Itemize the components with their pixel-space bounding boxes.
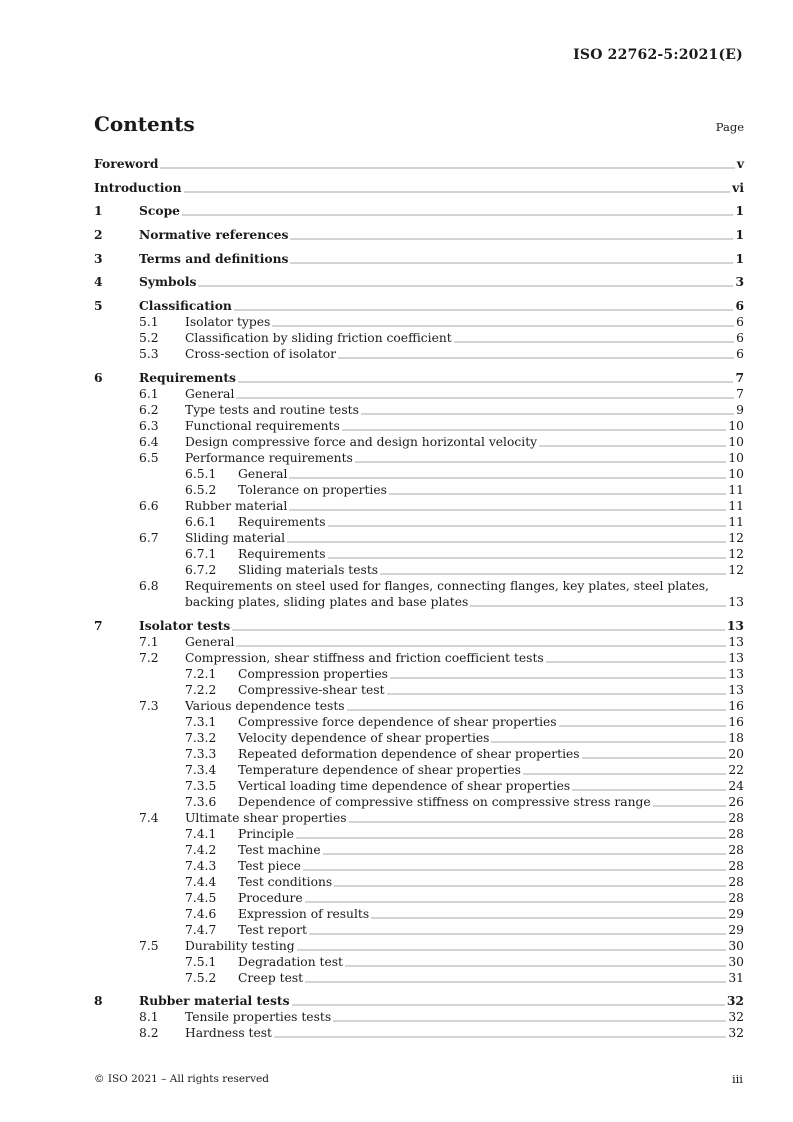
dot-leader bbox=[289, 468, 726, 479]
dot-leader bbox=[274, 1027, 726, 1038]
dot-leader bbox=[333, 1011, 726, 1022]
dot-leader bbox=[361, 404, 734, 415]
toc-entry-title: Type tests and routine tests bbox=[185, 402, 359, 417]
toc-entry-page: 10 bbox=[728, 466, 744, 481]
toc-entry-number: 7.3 bbox=[139, 698, 159, 713]
toc-entry-title: Test machine bbox=[238, 842, 321, 857]
dot-leader bbox=[491, 732, 726, 743]
toc-entry-page: 13 bbox=[728, 682, 744, 697]
dot-leader bbox=[297, 940, 727, 951]
dot-leader bbox=[546, 652, 727, 663]
toc-entry-page: 3 bbox=[735, 274, 744, 290]
toc-entry-title: Expression of results bbox=[238, 906, 370, 921]
toc-entry-title: Principle bbox=[238, 826, 294, 841]
toc-entry[interactable] bbox=[94, 1009, 744, 1025]
toc-entry-title: Creep test bbox=[238, 970, 304, 985]
toc-entry-page: 9 bbox=[736, 402, 744, 417]
toc-entry-page: 30 bbox=[728, 938, 744, 953]
toc-entry-number: 7.1 bbox=[139, 634, 159, 649]
toc-entry-page: vi bbox=[732, 179, 744, 195]
toc-entry-title: Sliding materials tests bbox=[238, 562, 379, 577]
toc-entry-page: 28 bbox=[728, 890, 744, 905]
toc-entry[interactable] bbox=[94, 874, 744, 890]
toc-entry[interactable] bbox=[94, 498, 744, 514]
dot-leader bbox=[355, 452, 727, 463]
dot-leader bbox=[234, 300, 734, 311]
toc-entry-number: 5.3 bbox=[139, 347, 159, 362]
dot-leader bbox=[380, 564, 726, 575]
toc-entry-page: 28 bbox=[728, 858, 744, 873]
toc-entry-title: General bbox=[185, 634, 235, 649]
toc-entry-number: 6.7.2 bbox=[185, 562, 217, 577]
toc-entry-title: Isolator types bbox=[185, 315, 271, 330]
toc-entry-number: 7.2.1 bbox=[185, 666, 217, 681]
dot-leader bbox=[345, 956, 726, 967]
toc-entry[interactable] bbox=[94, 778, 744, 794]
toc-entry[interactable] bbox=[94, 450, 744, 466]
toc-entry[interactable] bbox=[94, 698, 744, 714]
dot-leader bbox=[523, 764, 726, 775]
toc-entry-number: 6.7 bbox=[139, 530, 159, 545]
toc-entry-page: 1 bbox=[735, 203, 744, 219]
toc-entry-number: 8.2 bbox=[139, 1026, 159, 1041]
toc-entry-title: Design compressive force and design horizontal velocity bbox=[185, 434, 538, 449]
toc-entry[interactable] bbox=[94, 251, 744, 267]
dot-leader bbox=[287, 532, 726, 543]
page-column-label: Page bbox=[715, 120, 744, 134]
toc-entry[interactable] bbox=[94, 634, 744, 650]
toc-entry-title: Classification by sliding friction coefficient bbox=[185, 331, 452, 346]
toc-entry-title: Isolator tests bbox=[139, 617, 231, 633]
toc-entry-title: Symbols bbox=[139, 274, 197, 290]
toc-entry[interactable] bbox=[94, 858, 744, 874]
toc-entry-title: Cross-section of isolator bbox=[185, 347, 337, 362]
toc-entry[interactable] bbox=[94, 666, 744, 682]
dot-leader bbox=[309, 924, 726, 935]
toc-entry-number: 3 bbox=[94, 250, 103, 266]
toc-entry-page: 29 bbox=[728, 906, 744, 921]
toc-entry-page: 6 bbox=[735, 298, 744, 314]
dot-leader bbox=[182, 205, 733, 216]
toc-entry[interactable] bbox=[94, 330, 744, 346]
toc-entry-number: 7.4.6 bbox=[185, 906, 217, 921]
toc-entry-number: 6.6.1 bbox=[185, 514, 217, 529]
toc-entry-title: Durability testing bbox=[185, 938, 295, 953]
dot-leader bbox=[328, 548, 727, 559]
toc-entry-title: Functional requirements bbox=[185, 418, 340, 433]
toc-entry[interactable] bbox=[94, 906, 744, 922]
toc-entry-page: 32 bbox=[728, 1026, 744, 1041]
toc-entry-number: 5.2 bbox=[139, 331, 159, 346]
toc-entry-title: General bbox=[185, 386, 235, 401]
toc-entry[interactable] bbox=[94, 762, 744, 778]
toc-entry-title: Hardness test bbox=[185, 1026, 273, 1041]
toc-entry[interactable] bbox=[94, 954, 744, 970]
toc-entry-number: 6.5 bbox=[139, 450, 159, 465]
toc-entry[interactable] bbox=[94, 682, 744, 698]
toc-entry-title: Velocity dependence of shear properties bbox=[238, 730, 490, 745]
toc-entry[interactable] bbox=[94, 938, 744, 954]
toc-entry-page: 6 bbox=[736, 331, 744, 346]
toc-entry-number: 7.2 bbox=[139, 650, 159, 665]
dot-leader bbox=[160, 158, 734, 169]
toc-entry-page: 32 bbox=[726, 993, 744, 1009]
page-title: Contents bbox=[94, 112, 195, 136]
toc-entry-title: Rubber material tests bbox=[139, 993, 290, 1009]
toc-entry[interactable] bbox=[94, 794, 744, 810]
toc-entry[interactable] bbox=[94, 386, 744, 402]
dot-leader bbox=[582, 748, 727, 759]
dot-leader bbox=[236, 636, 726, 647]
toc-entry-page: 16 bbox=[728, 714, 744, 729]
toc-entry-title: Introduction bbox=[94, 179, 182, 195]
toc-entry-number: 6.2 bbox=[139, 402, 159, 417]
dot-leader bbox=[454, 332, 734, 343]
toc-entry[interactable] bbox=[94, 993, 744, 1009]
toc-entry-page: v bbox=[736, 156, 744, 171]
dot-leader bbox=[323, 844, 727, 855]
toc-entry-page: 32 bbox=[728, 1010, 744, 1025]
dot-leader bbox=[292, 995, 725, 1006]
toc-entry-page: 12 bbox=[728, 546, 744, 561]
toc-entry-title: Foreword bbox=[94, 156, 159, 171]
toc-entry-number: 5 bbox=[94, 298, 103, 314]
toc-entry-page: 13 bbox=[728, 666, 744, 681]
toc-entry-page: 10 bbox=[728, 450, 744, 465]
toc-entry-number: 7.4.4 bbox=[185, 874, 217, 889]
toc-entry-page: 10 bbox=[728, 418, 744, 433]
toc-entry[interactable] bbox=[94, 890, 744, 906]
dot-leader bbox=[347, 700, 727, 711]
dot-leader bbox=[289, 500, 726, 511]
toc-entry-page: 6 bbox=[736, 347, 744, 362]
dot-leader bbox=[238, 372, 734, 383]
toc-entry-number: 4 bbox=[94, 274, 103, 290]
toc-entry-page: 13 bbox=[728, 634, 744, 649]
toc-entry-title: Ultimate shear properties bbox=[185, 810, 347, 825]
toc-entry-number: 7.4.3 bbox=[185, 858, 217, 873]
toc-entry[interactable] bbox=[94, 434, 744, 450]
toc-entry-title: Normative references bbox=[139, 227, 289, 243]
toc-entry-number: 7.4.1 bbox=[185, 826, 217, 841]
toc-entry-title: Test report bbox=[238, 922, 307, 937]
toc-entry-title: Compressive-shear test bbox=[238, 682, 385, 697]
dot-leader bbox=[389, 484, 726, 495]
toc-entry-title: Temperature dependence of shear properties bbox=[238, 762, 521, 777]
toc-entry-page: 28 bbox=[728, 826, 744, 841]
toc-entry[interactable] bbox=[94, 402, 744, 418]
toc-entry-title: Scope bbox=[139, 203, 180, 219]
toc-entry-page: 12 bbox=[728, 562, 744, 577]
toc-entry-number: 7.2.2 bbox=[185, 682, 217, 697]
toc-entry-title: Compression properties bbox=[238, 666, 388, 681]
dot-leader bbox=[232, 620, 725, 631]
toc-entry-title: Various dependence tests bbox=[185, 698, 345, 713]
toc-entry-title: Tensile properties tests bbox=[185, 1010, 332, 1025]
dot-leader bbox=[305, 892, 727, 903]
toc-entry-page: 16 bbox=[728, 698, 744, 713]
dot-leader bbox=[236, 388, 734, 399]
toc-entry-number: 6.6 bbox=[139, 498, 159, 513]
toc-entry-number: 6.3 bbox=[139, 418, 159, 433]
toc-entry-page: 11 bbox=[728, 482, 744, 497]
toc-entry-title: Compressive force dependence of shear properties bbox=[238, 714, 557, 729]
toc-entry-number: 7.3.1 bbox=[185, 714, 217, 729]
toc-entry-page: 7 bbox=[736, 386, 744, 401]
dot-leader bbox=[470, 596, 726, 607]
toc-entry-number: 7.4 bbox=[139, 810, 159, 825]
page-number: iii bbox=[731, 1072, 743, 1086]
toc-entry[interactable] bbox=[94, 156, 744, 172]
toc-entry[interactable] bbox=[94, 714, 744, 730]
toc-entry-page: 10 bbox=[728, 434, 744, 449]
toc-entry-title: Requirements bbox=[238, 514, 326, 529]
toc-entry-number: 7.4.5 bbox=[185, 890, 217, 905]
dot-leader bbox=[371, 908, 726, 919]
dot-leader bbox=[559, 716, 727, 727]
toc-entry-page: 30 bbox=[728, 954, 744, 969]
toc-entry-title: General bbox=[238, 466, 288, 481]
toc-entry-number: 7.4.7 bbox=[185, 922, 217, 937]
toc-entry-page: 13 bbox=[726, 617, 744, 633]
toc-entry[interactable] bbox=[94, 826, 744, 842]
toc-entry-page: 11 bbox=[728, 498, 744, 513]
toc-entry-page: 12 bbox=[728, 530, 744, 545]
toc-entry[interactable] bbox=[94, 578, 744, 610]
dot-leader bbox=[334, 876, 726, 887]
toc-entry-number: 7.3.3 bbox=[185, 746, 217, 761]
toc-entry-number: 6.7.1 bbox=[185, 546, 217, 561]
toc-entry-number: 7.3.5 bbox=[185, 778, 217, 793]
toc-entry-page: 11 bbox=[728, 514, 744, 529]
toc-entry[interactable] bbox=[94, 314, 744, 330]
dot-leader bbox=[572, 780, 726, 791]
toc-entry-title: Test conditions bbox=[238, 874, 333, 889]
toc-entry-page: 13 bbox=[728, 594, 744, 609]
toc-entry[interactable] bbox=[94, 730, 744, 746]
toc-entry[interactable] bbox=[94, 227, 744, 243]
toc-entry-title: Degradation test bbox=[238, 954, 343, 969]
toc-entry-page: 28 bbox=[728, 842, 744, 857]
toc-entry[interactable] bbox=[94, 514, 744, 530]
toc-entry[interactable] bbox=[94, 842, 744, 858]
dot-leader bbox=[653, 796, 727, 807]
toc-entry-title: Vertical loading time dependence of shear properties bbox=[238, 778, 571, 793]
toc-entry-number: 6.8 bbox=[139, 578, 159, 593]
toc-entry-number: 7.3.6 bbox=[185, 794, 217, 809]
toc-entry-number: 6 bbox=[94, 369, 103, 385]
toc-entry-page: 20 bbox=[728, 746, 744, 761]
toc-entry-number: 7.5.1 bbox=[185, 954, 217, 969]
toc-entry-title: Classification bbox=[139, 298, 232, 314]
toc-entry[interactable] bbox=[94, 466, 744, 482]
toc-entry-title: Repeated deformation dependence of shear properties bbox=[238, 746, 580, 761]
dot-leader bbox=[198, 276, 733, 287]
toc-entry-number: 8 bbox=[94, 993, 103, 1009]
toc-entry-page: 22 bbox=[728, 762, 744, 777]
toc-entry[interactable] bbox=[94, 180, 744, 196]
toc-entry-page: 26 bbox=[728, 794, 744, 809]
toc-entry-number: 7.3.4 bbox=[185, 762, 217, 777]
toc-entry[interactable] bbox=[94, 298, 744, 314]
toc-entry-number: 7.3.2 bbox=[185, 730, 217, 745]
toc-entry-page: 28 bbox=[728, 874, 744, 889]
toc-entry-number: 6.1 bbox=[139, 386, 159, 401]
toc-entry-page: 1 bbox=[735, 227, 744, 243]
document-id: ISO 22762-5:2021(E) bbox=[573, 47, 743, 63]
dot-leader bbox=[296, 828, 726, 839]
toc-entry-page: 31 bbox=[728, 970, 744, 985]
toc-entry-title: Tolerance on properties bbox=[238, 482, 387, 497]
toc-entry-page: 6 bbox=[736, 315, 744, 330]
toc-entry-number: 7.5.2 bbox=[185, 970, 217, 985]
toc-entry[interactable] bbox=[94, 1025, 744, 1041]
dot-leader bbox=[342, 420, 727, 431]
dot-leader bbox=[272, 316, 734, 327]
toc-entry-title-cont: backing plates, sliding plates and base plates bbox=[185, 594, 469, 609]
toc-entry[interactable] bbox=[94, 810, 744, 826]
toc-header bbox=[94, 112, 744, 138]
toc-entry-title: Compression, shear stiffness and friction coefficient tests bbox=[185, 650, 544, 665]
toc-entry-title: Procedure bbox=[238, 890, 303, 905]
dot-leader bbox=[305, 972, 726, 983]
toc-entry[interactable] bbox=[94, 618, 744, 634]
toc-entry[interactable] bbox=[94, 746, 744, 762]
toc-entry-number: 8.1 bbox=[139, 1010, 159, 1025]
toc-entry[interactable] bbox=[94, 922, 744, 938]
toc-entry-number: 5.1 bbox=[139, 315, 159, 330]
toc-entry[interactable] bbox=[94, 650, 744, 666]
toc-entry-page: 1 bbox=[735, 250, 744, 266]
toc-entry-page: 7 bbox=[735, 369, 744, 385]
dot-leader bbox=[303, 860, 726, 871]
toc-entry-title: Performance requirements bbox=[185, 450, 353, 465]
toc-entry-title: Requirements on steel used for flanges, connecting flanges, key plates, steel plates, bbox=[185, 578, 709, 593]
toc-entry[interactable] bbox=[94, 482, 744, 498]
toc-entry[interactable] bbox=[94, 530, 744, 546]
toc-entry-number: 6.4 bbox=[139, 434, 159, 449]
dot-leader bbox=[349, 812, 727, 823]
toc-entry-number: 6.5.1 bbox=[185, 466, 217, 481]
toc-entry-page: 18 bbox=[728, 730, 744, 745]
toc-entry[interactable] bbox=[94, 418, 744, 434]
toc-entry-page: 24 bbox=[728, 778, 744, 793]
toc-entry-title: Requirements bbox=[139, 369, 236, 385]
toc-entry-page: 28 bbox=[728, 810, 744, 825]
toc-entry-number: 1 bbox=[94, 203, 103, 219]
toc-entry-number: 2 bbox=[94, 227, 103, 243]
toc-entry-title: Dependence of compressive stiffness on compressive stress range bbox=[238, 794, 651, 809]
toc-entry[interactable] bbox=[94, 370, 744, 386]
dot-leader bbox=[387, 684, 727, 695]
toc-entry-number: 6.5.2 bbox=[185, 482, 217, 497]
dot-leader bbox=[184, 182, 731, 193]
toc-entry[interactable] bbox=[94, 970, 744, 986]
table-of-contents bbox=[94, 156, 744, 1041]
toc-entry-title: Requirements bbox=[238, 546, 326, 561]
toc-entry[interactable] bbox=[94, 546, 744, 562]
copyright-notice: © ISO 2021 – All rights reserved bbox=[94, 1073, 269, 1085]
toc-entry-title: Test piece bbox=[238, 858, 301, 873]
toc-entry-page: 13 bbox=[728, 650, 744, 665]
toc-entry-number: 7.5 bbox=[139, 938, 159, 953]
dot-leader bbox=[290, 253, 733, 264]
toc-entry-title: Rubber material bbox=[185, 498, 288, 513]
dot-leader bbox=[328, 516, 727, 527]
toc-entry[interactable] bbox=[94, 203, 744, 219]
toc-entry-number: 7.4.2 bbox=[185, 842, 217, 857]
toc-entry[interactable] bbox=[94, 346, 744, 362]
toc-entry-title: Sliding material bbox=[185, 530, 286, 545]
toc-entry-number: 7 bbox=[94, 617, 103, 633]
dot-leader bbox=[390, 668, 726, 679]
toc-entry-page: 29 bbox=[728, 922, 744, 937]
toc-entry[interactable] bbox=[94, 562, 744, 578]
toc-entry[interactable] bbox=[94, 274, 744, 290]
dot-leader bbox=[290, 229, 733, 240]
dot-leader bbox=[338, 348, 734, 359]
dot-leader bbox=[539, 436, 726, 447]
toc-entry-title: Terms and definitions bbox=[139, 250, 289, 266]
